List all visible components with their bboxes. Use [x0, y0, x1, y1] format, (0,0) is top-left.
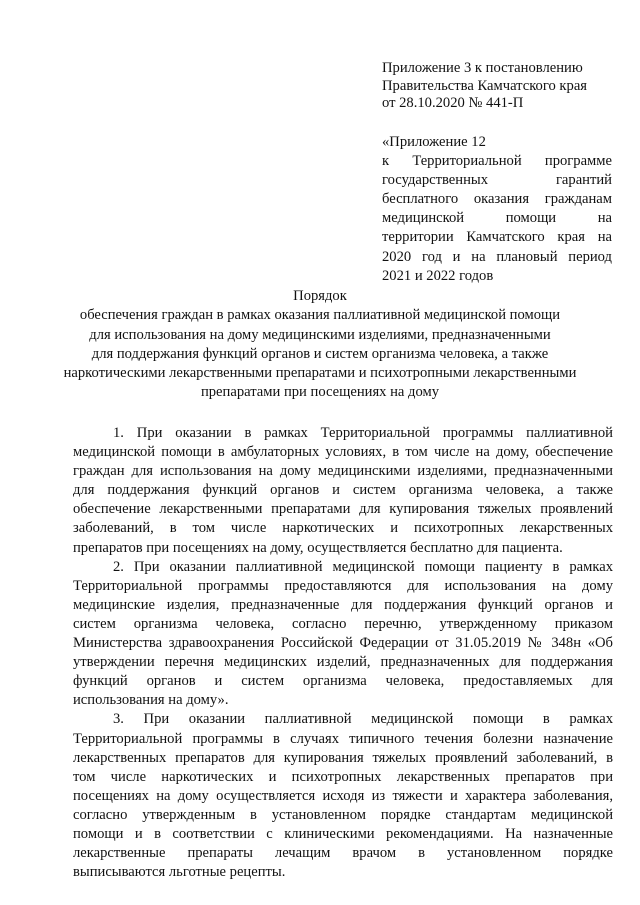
paragraph-2-line: использования на дому». — [73, 692, 229, 709]
paragraph-2-line: утверждении перечня медицинских изделий, предназначенных для поддержания — [73, 654, 613, 671]
paragraph-3-line: Территориальной программы в случаях типичного течения болезни назначение — [73, 730, 613, 747]
approval-line: от 28.10.2020 № 441-П — [382, 95, 524, 111]
appendix-line: «Приложение 12 — [382, 134, 486, 150]
title-line: обеспечения граждан в рамках оказания паллиативной медицинской помощи — [79, 307, 561, 324]
document-title — [60, 287, 580, 403]
title-line: препаратами при посещениях на дому — [200, 384, 440, 401]
title-line: наркотическими лекарственными препаратами и психотропными лекарственными — [63, 365, 577, 382]
paragraph-1-line: обеспечение лекарственными препаратами для купирования тяжелых проявлений — [73, 501, 613, 518]
paragraph-2-line: Территориальной программы предоставляются для использования на дому — [73, 577, 613, 594]
appendix-line: 2020 год и на плановый период — [382, 248, 612, 265]
appendix-line: 2021 и 2022 годов — [382, 267, 494, 284]
paragraph-1-line: заболеваний, в том числе наркотических и психотропных лекарственных — [73, 520, 613, 537]
document-body — [73, 424, 613, 882]
paragraph-3-line: выписываются льготные рецепты. — [73, 864, 286, 881]
approval-line: Правительства Камчатского края — [382, 77, 588, 94]
appendix-line: бесплатного оказания гражданам — [382, 191, 612, 208]
approval-header — [382, 60, 612, 113]
paragraph-1-line: 1. При оказании в рамках Территориальной программы паллиативной — [113, 425, 613, 441]
paragraph-3-line: согласно утвержденным в установленном порядке стандартам медицинской — [73, 806, 613, 823]
paragraph-3-line: том числе наркотических и психотропных лекарственных препаратов при — [73, 768, 613, 785]
paragraph-1-line: для поддержания функций органов и систем организма человека, а также — [73, 482, 613, 499]
title-line: для поддержания функций органов и систем организма человека, а также — [91, 345, 549, 362]
paragraph-1-line: медицинской помощи в амбулаторных условиях, в том числе на дому, обеспечение — [73, 444, 613, 461]
paragraph-2-line: 2. При оказании паллиативной медицинской помощи пациенту в рамках — [113, 558, 613, 575]
appendix-line: медицинской помощи на — [382, 210, 612, 227]
paragraph-1-line: препаратов при посещениях на дому, осуществляется бесплатно для пациента. — [73, 539, 563, 556]
paragraph-2-line: медицинские изделия, предназначенные для поддержания функций органов и — [73, 596, 613, 613]
title-line: для использования на дому медицинскими изделиями, предназначенными — [89, 326, 551, 343]
appendix-header — [382, 133, 612, 286]
paragraph-3-line: помощи и в соответствии с клиническими рекомендациями. На назначенные — [73, 825, 613, 842]
appendix-line: к Территориальной программе — [382, 153, 612, 170]
approval-line: Приложение 3 к постановлению — [382, 60, 583, 76]
paragraph-3-line: посещениях на дому осуществляется исходя из тяжести и характера заболевания, — [73, 787, 613, 804]
title-line: Порядок — [293, 288, 347, 304]
paragraph-3-line: 3. При оказании паллиативной медицинской помощи в рамках — [113, 711, 613, 728]
paragraph-3-line: лекарственные препараты лечащим врачом в установленном порядке — [73, 845, 613, 862]
paragraph-2-line: систем организма человека, согласно перечню, утвержденному приказом — [73, 615, 613, 632]
paragraph-3-line: лекарственных препаратов для купирования тяжелых проявлений заболеваний, в — [73, 749, 613, 766]
paragraph-2-line: функций органов и систем организма человека, предоставляемых для — [73, 673, 613, 690]
appendix-line: территории Камчатского края на — [382, 229, 612, 246]
appendix-line: государственных гарантий — [382, 172, 612, 189]
paragraph-2-line: Министерства здравоохранения Российской Федерации от 31.05.2019 № 348н «Об — [73, 635, 613, 652]
paragraph-1-line: граждан для использования на дому медицинскими изделиями, предназначенными — [73, 463, 613, 480]
